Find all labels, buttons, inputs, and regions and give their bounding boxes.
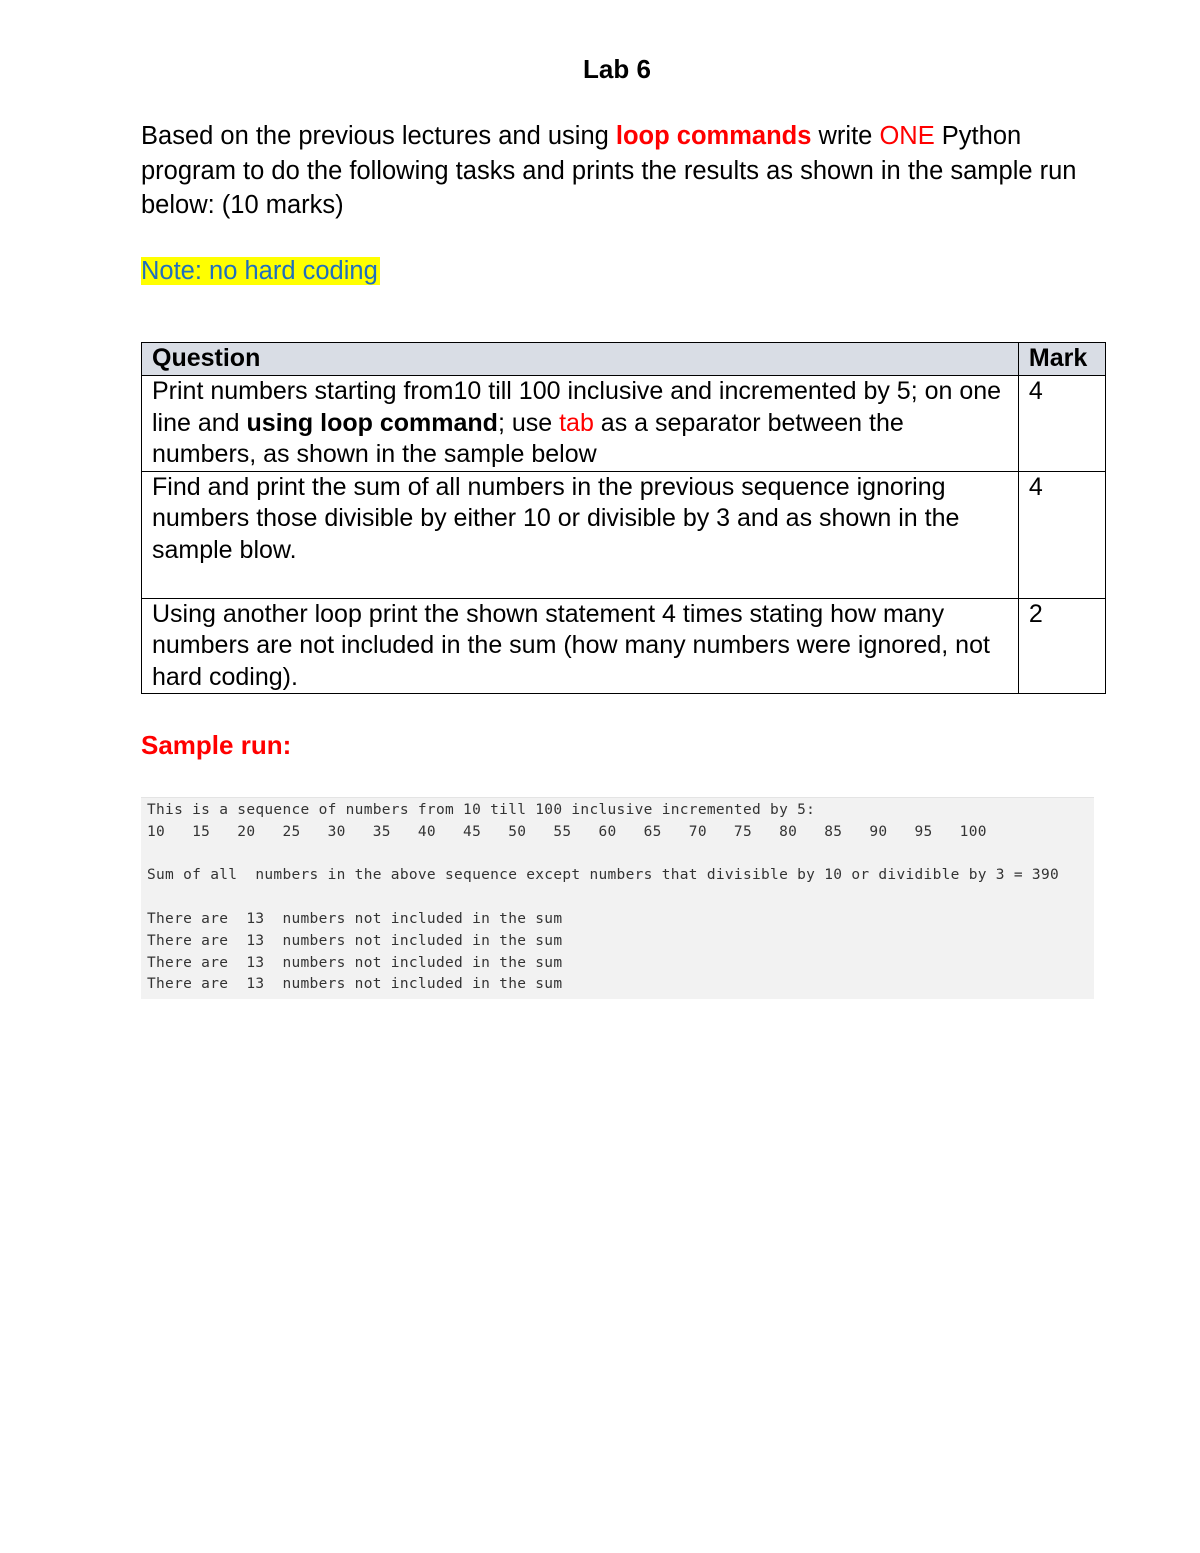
sample-run-heading: Sample run: xyxy=(141,730,292,760)
mark-cell: 4 xyxy=(1018,376,1105,472)
question-text: as a separator between the numbers, as shown in the sample below xyxy=(152,408,904,468)
console-line: There are 13 numbers not included in the sum xyxy=(147,910,563,927)
table-row xyxy=(142,376,1106,472)
intro-text-2: write xyxy=(811,122,880,150)
intro-paragraph xyxy=(141,119,1101,223)
sample-run-console xyxy=(141,797,1094,999)
question-text: ; use xyxy=(497,408,560,437)
console-line: This is a sequence of numbers from 10 till 100 inclusive incremented by 5: xyxy=(147,802,816,818)
mark-cell: 2 xyxy=(1018,598,1105,694)
tab-highlight: tab xyxy=(559,408,594,437)
tasks-table xyxy=(141,342,1106,694)
intro-text-3: Python program to do the following tasks and prints the results as shown in the sample run below: (10 marks) xyxy=(141,122,1077,219)
note-block xyxy=(141,254,380,288)
console-line: Sum of all numbers in the above sequence except numbers that divisible by 10 or dividible by 3 = 390 xyxy=(147,867,1060,884)
console-line xyxy=(147,887,1094,909)
mark-cell: 4 xyxy=(1018,471,1105,598)
question-header: Question xyxy=(142,343,1019,376)
table-header-row xyxy=(142,343,1106,376)
question-cell: Find and print the sum of all numbers in the previous sequence ignoring numbers those divisible by either 10 or divisible by 3 and as shown in the sample blow. xyxy=(142,471,1019,598)
one-highlight: ONE xyxy=(879,122,935,150)
table-row xyxy=(142,598,1106,694)
question-bold-text: using loop command xyxy=(246,408,498,437)
console-line xyxy=(147,844,1094,866)
note-highlight: Note: no hard coding xyxy=(141,257,378,285)
question-text: Print numbers starting from10 till 100 inclusive and incremented by 5; on one line and xyxy=(152,377,1002,437)
table-row xyxy=(142,471,1106,598)
console-line: There are 13 numbers not included in the sum xyxy=(147,932,563,949)
question-cell: Using another loop print the shown statement 4 times stating how many numbers are not included in the sum (how many numbers were ignored, not hard coding). xyxy=(142,598,1019,694)
console-line: 10 15 20 25 30 35 40 45 50 55 60 65 70 75 80 85 90 95 100 xyxy=(147,823,987,840)
question-cell xyxy=(142,376,1019,472)
console-line: There are 13 numbers not included in the sum xyxy=(147,954,563,971)
intro-text-1: Based on the previous lectures and using xyxy=(141,122,616,150)
page-title: Lab 6 xyxy=(583,54,651,84)
mark-header: Mark xyxy=(1018,343,1105,376)
loop-commands-highlight: loop commands xyxy=(615,122,812,150)
console-line: There are 13 numbers not included in the sum xyxy=(147,976,563,993)
